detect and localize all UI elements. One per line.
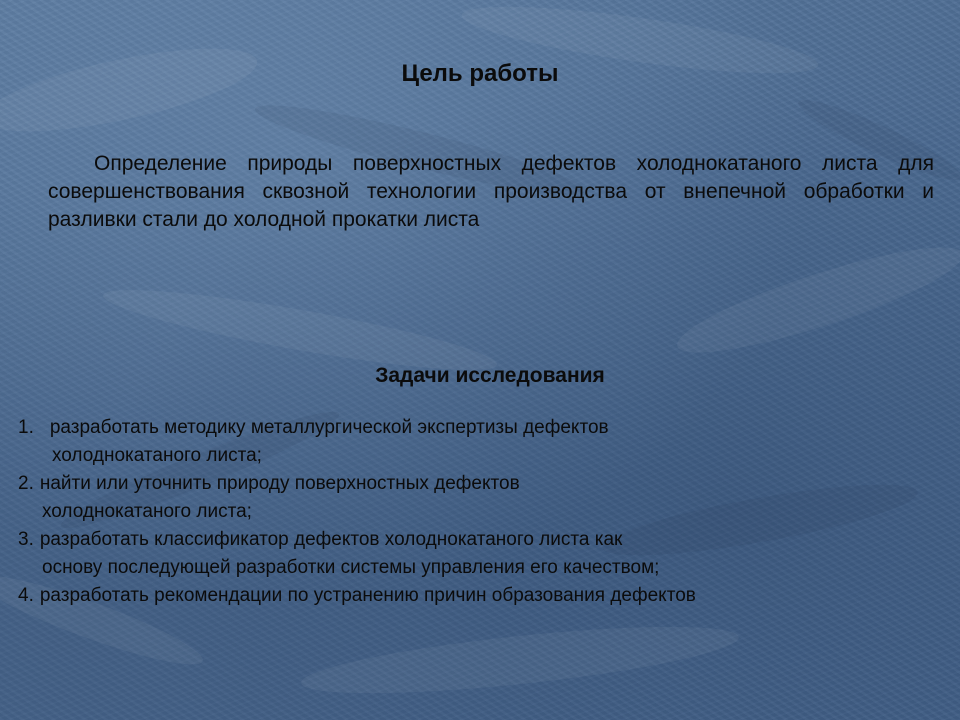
list-item xyxy=(18,582,938,610)
goal-paragraph: Определение природы поверхностных дефектов холоднокатаного листа для совершенствования сквозной технологии производства от внепечной обработки и разливки стали до холодной прокатки листа xyxy=(48,152,934,231)
list-item xyxy=(18,414,938,470)
tasks-heading: Задачи исследования xyxy=(375,364,605,387)
list-item xyxy=(18,470,938,526)
list-item-text: найти или уточнить природу поверхностных дефектов xyxy=(39,473,520,494)
list-item-text: разработать методику металлургической экспертизы дефектов xyxy=(49,417,609,438)
list-item-continuation: холоднокатаного листа; xyxy=(42,501,252,522)
list-item-continuation: холоднокатаного листа; xyxy=(52,445,262,466)
list-item-continuation: основу последующей разработки системы управления его качеством; xyxy=(42,557,660,578)
list-item-text: разработать рекомендации по устранению причин образования дефектов xyxy=(39,585,696,606)
list-item-text: разработать классификатор дефектов холоднокатаного листа как xyxy=(39,529,623,550)
list-item xyxy=(18,526,938,582)
list-item-number: 4. xyxy=(18,585,34,606)
slide-title: Цель работы xyxy=(401,60,559,87)
tasks-list xyxy=(18,414,938,610)
list-item-number: 2. xyxy=(18,473,34,494)
list-item-number: 3. xyxy=(18,529,34,550)
list-item-number: 1. xyxy=(18,417,34,438)
